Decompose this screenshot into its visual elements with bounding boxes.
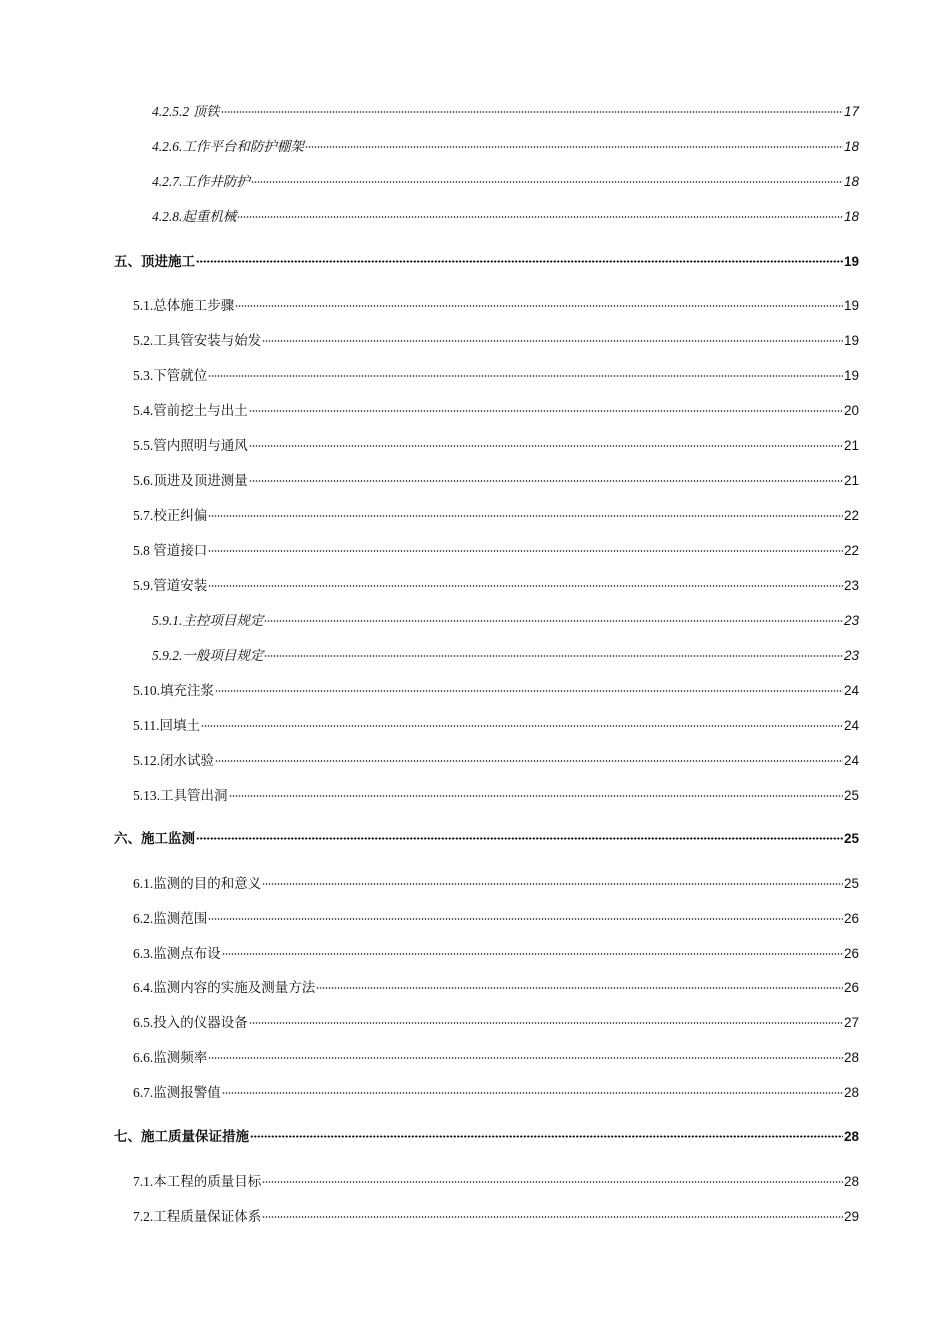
- toc-entry-label: 6.4.监测内容的实施及测量方法: [133, 980, 316, 995]
- toc-entry[interactable]: [133, 787, 859, 805]
- toc-entry-page: 24: [843, 683, 859, 698]
- dot-leader: [208, 585, 843, 587]
- dot-leader: [264, 655, 843, 657]
- toc-entry-page: 19: [843, 368, 859, 383]
- toc-entry-page: 23: [843, 613, 859, 628]
- toc-entry-label: 5.3.下管就位: [133, 368, 208, 383]
- toc-entry-page: 17: [843, 104, 859, 119]
- toc-entry[interactable]: [133, 332, 859, 350]
- dot-leader: [316, 987, 843, 989]
- toc-entry[interactable]: [133, 1014, 859, 1032]
- toc-entry[interactable]: [133, 1208, 859, 1226]
- toc-entry[interactable]: [152, 103, 859, 121]
- toc-entry-page: 24: [843, 753, 859, 768]
- toc-entry-page: 23: [843, 648, 859, 663]
- toc-entry[interactable]: [133, 472, 859, 490]
- dot-leader: [208, 1057, 843, 1059]
- toc-entry-page: 19: [843, 298, 859, 313]
- toc-entry-label: 5.4.管前挖土与出土: [133, 403, 248, 418]
- toc-entry[interactable]: [133, 402, 859, 420]
- toc-entry-label: 5.9.2.一般项目规定: [152, 648, 264, 663]
- toc-entry[interactable]: [152, 208, 859, 226]
- toc-entry-page: 27: [843, 1015, 859, 1030]
- dot-leader: [262, 340, 843, 342]
- toc-entry-page: 25: [843, 876, 859, 891]
- dot-leader: [235, 305, 843, 307]
- toc-entry-page: 25: [843, 788, 859, 803]
- toc-entry[interactable]: [133, 752, 859, 770]
- dot-leader: [208, 375, 843, 377]
- dot-leader: [237, 216, 843, 218]
- toc-entry-page: 26: [843, 980, 859, 995]
- toc-entry-label: 5.12.闭水试验: [133, 753, 214, 768]
- toc-entry-label: 5.5.管内照明与通风: [133, 438, 248, 453]
- toc-entry-label: 7.1.本工程的质量目标: [133, 1174, 262, 1189]
- dot-leader: [250, 1135, 843, 1138]
- toc-entry-label: 4.2.8.起重机械: [152, 209, 237, 224]
- dot-leader: [249, 480, 843, 482]
- toc-entry-page: 20: [843, 403, 859, 418]
- toc-entry-page: 28: [843, 1085, 859, 1100]
- toc-entry-label: 6.1.监测的目的和意义: [133, 876, 262, 891]
- dot-leader: [305, 146, 843, 148]
- toc-entry-label: 6.3.监测点布设: [133, 946, 221, 961]
- toc-chapter-entry[interactable]: [114, 1128, 859, 1146]
- toc-entry[interactable]: [133, 297, 859, 315]
- toc-entry-label: 五、顶进施工: [114, 254, 195, 270]
- toc-entry-page: 21: [843, 473, 859, 488]
- toc-entry-label: 5.13.工具管出洞: [133, 788, 228, 803]
- toc-entry-page: 19: [843, 333, 859, 348]
- toc-entry[interactable]: [152, 138, 859, 156]
- toc-entry[interactable]: [133, 577, 859, 595]
- toc-entry-page: 26: [843, 911, 859, 926]
- dot-leader: [215, 690, 843, 692]
- toc-entry-label: 6.7.监测报警值: [133, 1085, 221, 1100]
- dot-leader: [249, 1022, 843, 1024]
- toc-entry-label: 6.5.投入的仪器设备: [133, 1015, 248, 1030]
- toc-entry-label: 5.9.1.主控项目规定: [152, 613, 264, 628]
- toc-entry-label: 5.11.回填土: [133, 718, 200, 733]
- dot-leader: [262, 1181, 843, 1183]
- toc-entry-page: 23: [843, 578, 859, 593]
- toc-chapter-entry[interactable]: [114, 830, 859, 848]
- dot-leader: [196, 260, 843, 263]
- dot-leader: [222, 1092, 843, 1094]
- toc-entry[interactable]: [133, 507, 859, 525]
- toc-entry-page: 21: [843, 438, 859, 453]
- toc-entry[interactable]: [133, 945, 859, 963]
- toc-entry-page: 29: [843, 1209, 859, 1224]
- dot-leader: [264, 620, 843, 622]
- dot-leader: [208, 515, 843, 517]
- toc-entry[interactable]: [133, 979, 859, 997]
- toc-entry-label: 5.7.校正纠偏: [133, 508, 208, 523]
- toc-entry[interactable]: [133, 1084, 859, 1102]
- toc-entry[interactable]: [152, 612, 859, 630]
- toc-entry-label: 4.2.6.工作平台和防护棚架: [152, 139, 304, 154]
- toc-entry-page: 26: [843, 946, 859, 961]
- toc-entry[interactable]: [133, 437, 859, 455]
- toc-entry[interactable]: [133, 717, 859, 735]
- toc-entry-label: 5.2.工具管安装与始发: [133, 333, 262, 348]
- dot-leader: [201, 725, 843, 727]
- dot-leader: [222, 953, 843, 955]
- toc-entry[interactable]: [133, 542, 859, 560]
- toc-entry-label: 6.6.监测频率: [133, 1050, 208, 1065]
- toc-entry-page: 24: [843, 718, 859, 733]
- dot-leader: [262, 1216, 843, 1218]
- dot-leader: [215, 760, 843, 762]
- toc-entry[interactable]: [133, 875, 859, 893]
- dot-leader: [208, 550, 843, 552]
- toc-entry[interactable]: [133, 1049, 859, 1067]
- toc-entry[interactable]: [152, 647, 859, 665]
- dot-leader: [221, 111, 843, 113]
- toc-entry-label: 5.6.顶进及顶进测量: [133, 473, 248, 488]
- toc-entry[interactable]: [133, 682, 859, 700]
- toc-entry-page: 22: [843, 508, 859, 523]
- toc-entry-page: 28: [843, 1129, 859, 1144]
- toc-entry[interactable]: [152, 173, 859, 191]
- dot-leader: [196, 837, 843, 840]
- toc-entry-label: 5.1.总体施工步骤: [133, 298, 235, 313]
- dot-leader: [249, 410, 843, 412]
- toc-entry-page: 18: [843, 209, 859, 224]
- toc-entry-page: 25: [843, 831, 859, 846]
- toc-entry-page: 18: [843, 174, 859, 189]
- toc-entry-page: 19: [843, 254, 859, 269]
- dot-leader: [229, 795, 843, 797]
- toc-entry-page: 18: [843, 139, 859, 154]
- toc-entry-page: 22: [843, 543, 859, 558]
- toc-entry[interactable]: [133, 1173, 859, 1191]
- dot-leader: [208, 918, 843, 920]
- toc-chapter-entry[interactable]: [114, 253, 859, 271]
- toc-entry-page: 28: [843, 1050, 859, 1065]
- toc-entry-label: 6.2.监测范围: [133, 911, 208, 926]
- dot-leader: [251, 181, 843, 183]
- toc-entry-label: 六、施工监测: [114, 831, 195, 847]
- toc-entry-label: 7.2.工程质量保证体系: [133, 1209, 262, 1224]
- toc-entry-page: 28: [843, 1174, 859, 1189]
- toc-entry-label: 5.10.填充注浆: [133, 683, 214, 698]
- toc-entry-label: 4.2.5.2 顶铁: [152, 104, 220, 119]
- toc-entry-label: 4.2.7.工作井防护: [152, 174, 250, 189]
- toc-entry-label: 5.8 管道接口: [133, 543, 208, 558]
- toc-entry-label: 七、施工质量保证措施: [114, 1129, 249, 1145]
- toc-entry[interactable]: [133, 910, 859, 928]
- toc-entry-label: 5.9.管道安装: [133, 578, 208, 593]
- dot-leader: [262, 883, 843, 885]
- dot-leader: [249, 445, 843, 447]
- toc-entry[interactable]: [133, 367, 859, 385]
